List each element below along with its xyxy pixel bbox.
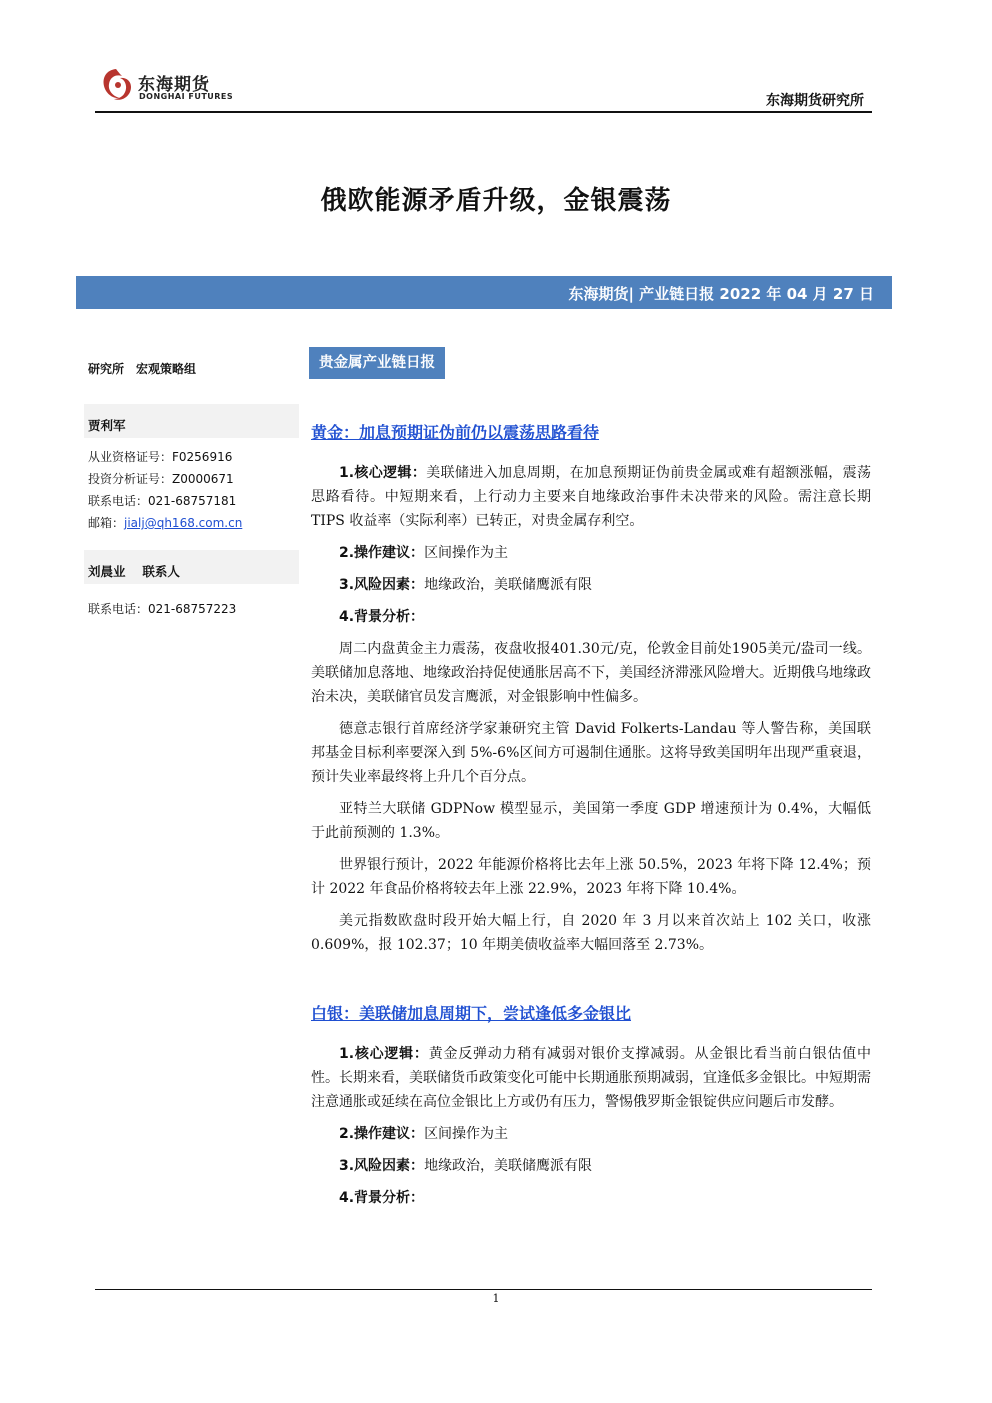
contact-phone: 联系电话：021-68757223: [88, 602, 237, 616]
gold-advice-text: 区间操作为主: [424, 545, 509, 561]
silver-advice-text: 区间操作为主: [424, 1126, 509, 1142]
gold-advice-label: 2.操作建议：: [339, 545, 425, 561]
contact-name: 刘晨业 联系人: [84, 550, 299, 584]
gold-logic-text: 美联储进入加息周期，在加息预期证伪前贵金属或难有超额涨幅，震荡思路看待。中短期来看，上行动力主要来自地缘政治事件未决带来的风险。需注意长期 TIPS 收益率（实际利率）已转正，对贵金属存利空。: [311, 465, 871, 529]
analyst-qualification: 从业资格证号：F0256916: [88, 450, 233, 464]
report-title: 俄欧能源矛盾升级，金银震荡: [320, 186, 672, 216]
header-divider: [95, 111, 872, 113]
silver-logic-label: 1.核心逻辑：: [339, 1046, 429, 1062]
gold-bg-para: 德意志银行首席经济学家兼研究主管 David Folkerts-Landau 等人警告称，美国联邦基金目标利率要深入到 5%-6%区间方可遏制住通胀。这将导致美国明年出现严重衰退，预计失业率最终将上升几个百分点。: [311, 721, 871, 785]
gold-risk: [311, 573, 871, 597]
banner-text: 东海期货| 产业链日报 2022 年 04 月 27 日: [568, 285, 874, 303]
gold-bg-label: 4.背景分析：: [339, 609, 425, 625]
footer-divider: [95, 1289, 872, 1290]
silver-logic: [311, 1042, 871, 1114]
gold-bg-para: 亚特兰大联储 GDPNow 模型显示，美国第一季度 GDP 增速预计为 0.4%，大幅低于此前预测的 1.3%。: [311, 801, 871, 841]
page-number: 1: [492, 1292, 500, 1305]
email-label: 邮箱：: [88, 516, 125, 530]
gold-heading[interactable]: 黄金：加息预期证伪前仍以震荡思路看待: [311, 423, 600, 442]
gold-logic: [311, 461, 871, 533]
gold-bg-label-row: [311, 605, 871, 629]
company-logo: [98, 66, 238, 106]
analyst-email-row: [84, 512, 299, 534]
report-body: [311, 420, 871, 1218]
gold-risk-text: 地缘政治，美联储鹰派有限: [424, 577, 593, 593]
email-link[interactable]: jialj@qh168.com.cn: [124, 516, 243, 530]
analyst-investment-cert: 投资分析证号：Z0000671: [88, 472, 234, 486]
analyst-name: 贾利军: [84, 404, 299, 438]
logo-chinese-text: 东海期货: [138, 75, 210, 95]
silver-risk-label: 3.风险因素：: [339, 1158, 425, 1174]
gold-bg-para: 周二内盘黄金主力震荡，夜盘收报401.30元/克，伦敦金目前处1905美元/盎司一线。美联储加息落地、地缘政治持促使通胀居高不下，美国经济滞涨风险增大。近期俄乌地缘政治未决，美联储官员发言鹰派，对金银影响中性偏多。: [311, 641, 871, 705]
gold-risk-label: 3.风险因素：: [339, 577, 425, 593]
analyst-sidebar: [84, 350, 299, 620]
research-group: 研究所 宏观策略组: [88, 362, 197, 376]
silver-logic-text: 黄金反弹动力稍有减弱对银价支撑减弱。从金银比看当前白银估值中性。长期来看，美联储货币政策变化可能中长期通胀预期减弱，宜逢低多金银比。中短期需注意通胀或延续在高位金银比上方或仍有压力，警惕俄罗斯金银锭供应问题后市发酵。: [311, 1046, 872, 1110]
analyst-phone: 联系电话：021-68757181: [88, 494, 237, 508]
dragon-logo-icon: [98, 66, 134, 104]
silver-advice-label: 2.操作建议：: [339, 1126, 425, 1142]
gold-advice: [311, 541, 871, 565]
gold-logic-label: 1.核心逻辑：: [339, 465, 427, 481]
silver-advice: [311, 1122, 871, 1146]
report-banner: [76, 276, 892, 309]
silver-heading[interactable]: 白银：美联储加息周期下，尝试逢低多金银比: [311, 1004, 632, 1023]
silver-risk: [311, 1154, 871, 1178]
silver-bg-label: 4.背景分析：: [339, 1190, 425, 1206]
silver-risk-text: 地缘政治，美联储鹰派有限: [424, 1158, 593, 1174]
institute-name: 东海期货研究所: [766, 93, 864, 109]
silver-bg-label-row: [311, 1186, 871, 1210]
gold-bg-para: 美元指数欧盘时段开始大幅上行，自 2020 年 3 月以来首次站上 102 关口，收涨 0.609%，报 102.37；10 年期美债收益率大幅回落至 2.73%。: [311, 913, 871, 953]
logo-english-text: DONGHAI FUTURES: [139, 92, 234, 101]
section-tag: 贵金属产业链日报: [309, 347, 445, 379]
gold-bg-para: 世界银行预计，2022 年能源价格将比去年上涨 50.5%，2023 年将下降 12.4%；预计 2022 年食品价格将较去年上涨 22.9%，2023 年将下降 10.4%。: [311, 857, 871, 897]
